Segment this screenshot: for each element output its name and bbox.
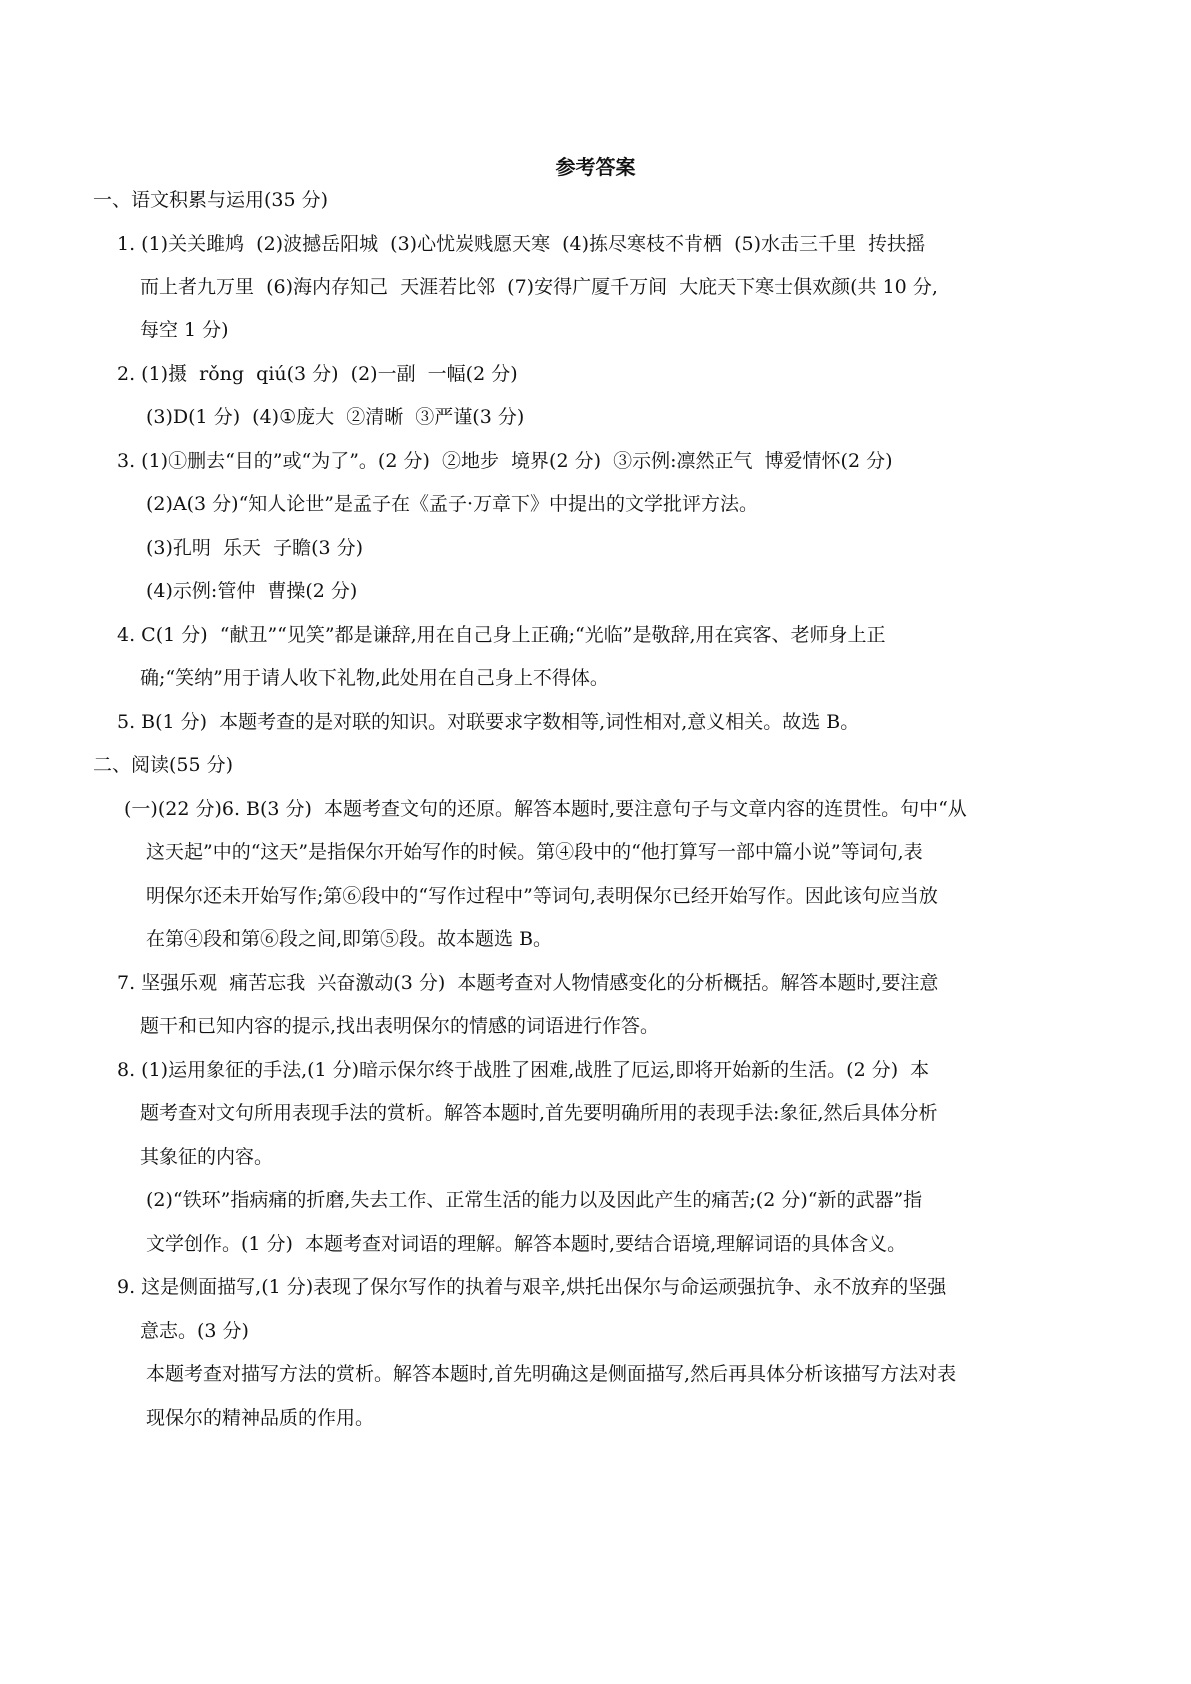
answer-line: 8. (1)运用象征的手法,(1 分)暗示保尔终于战胜了困难,战胜了厄运,即将开始新的生活。(2 分) 本 xyxy=(117,1059,930,1081)
answer-line: 而上者九万里 (6)海内存知己 天涯若比邻 (7)安得广厦千万间 大庇天下寒士俱欢颜(共 10 分, xyxy=(140,276,938,298)
answer-line: 本题考查对描写方法的赏析。解答本题时,首先明确这是侧面描写,然后再具体分析该描写方法对表 xyxy=(146,1363,957,1385)
answer-line: 7. 坚强乐观 痛苦忘我 兴奋激动(3 分) 本题考查对人物情感变化的分析概括。解答本题时,要注意 xyxy=(117,972,939,994)
answer-line: 题考查对文句所用表现手法的赏析。解答本题时,首先要明确所用的表现手法:象征,然后具体分析 xyxy=(140,1102,938,1124)
answer-line: 文学创作。(1 分) 本题考查对词语的理解。解答本题时,要结合语境,理解词语的具体含义。 xyxy=(146,1233,907,1255)
section-heading-2: 二、阅读(55 分) xyxy=(93,754,234,776)
answer-line: 在第④段和第⑥段之间,即第⑤段。故本题选 B。 xyxy=(146,928,553,950)
answer-line: 3. (1)①删去“目的”或“为了”。(2 分) ②地步 境界(2 分) ③示例:凛然正气 博爱情怀(2 分) xyxy=(117,450,893,472)
answer-line: 4. C(1 分) “献丑”“见笑”都是谦辞,用在自己身上正确;“光临”是敬辞,用在宾客、老师身上正 xyxy=(117,624,886,646)
answer-line: 2. (1)摄 rǒng qiú(3 分) (2)一副 一幅(2 分) xyxy=(117,363,518,385)
answer-line: (2)A(3 分)“知人论世”是孟子在《孟子·万章下》中提出的文学批评方法。 xyxy=(146,493,759,515)
page-title: 参考答案 xyxy=(555,155,636,179)
answer-line: 9. 这是侧面描写,(1 分)表现了保尔写作的执着与艰辛,烘托出保尔与命运顽强抗争、永不放弃的坚强 xyxy=(117,1276,947,1298)
answer-line: 明保尔还未开始写作;第⑥段中的“写作过程中”等词句,表明保尔已经开始写作。因此该句应当放 xyxy=(146,885,938,907)
answer-line: 1. (1)关关雎鸠 (2)波撼岳阳城 (3)心忧炭贱愿天寒 (4)拣尽寒枝不肯栖 (5)水击三千里 抟扶摇 xyxy=(117,233,926,255)
answer-line: 现保尔的精神品质的作用。 xyxy=(146,1407,375,1429)
answer-line: 确;“笑纳”用于请人收下礼物,此处用在自己身上不得体。 xyxy=(140,667,609,689)
answer-line: (一)(22 分)6. B(3 分) 本题考查文句的还原。解答本题时,要注意句子与文章内容的连贯性。句中“从 xyxy=(124,798,967,820)
answer-line: (3)D(1 分) (4)①庞大 ②清晰 ③严谨(3 分) xyxy=(146,406,525,428)
answer-line: 这天起”中的“这天”是指保尔开始写作的时候。第④段中的“他打算写一部中篇小说”等词句,表 xyxy=(146,841,923,863)
answer-line: 意志。(3 分) xyxy=(140,1320,249,1342)
answer-line: (4)示例:管仲 曹操(2 分) xyxy=(146,580,358,602)
answer-line: 5. B(1 分) 本题考查的是对联的知识。对联要求字数相等,词性相对,意义相关。故选 B。 xyxy=(117,711,860,733)
section-heading-1: 一、语文积累与运用(35 分) xyxy=(93,189,329,211)
answer-line: 每空 1 分) xyxy=(140,319,229,341)
answer-line: 题干和已知内容的提示,找出表明保尔的情感的词语进行作答。 xyxy=(140,1015,660,1037)
answer-line: (2)“铁环”指病痛的折磨,失去工作、正常生活的能力以及因此产生的痛苦;(2 分)“新的武器”指 xyxy=(146,1189,923,1211)
answer-line: (3)孔明 乐天 子瞻(3 分) xyxy=(146,537,364,559)
answer-line: 其象征的内容。 xyxy=(140,1146,274,1168)
